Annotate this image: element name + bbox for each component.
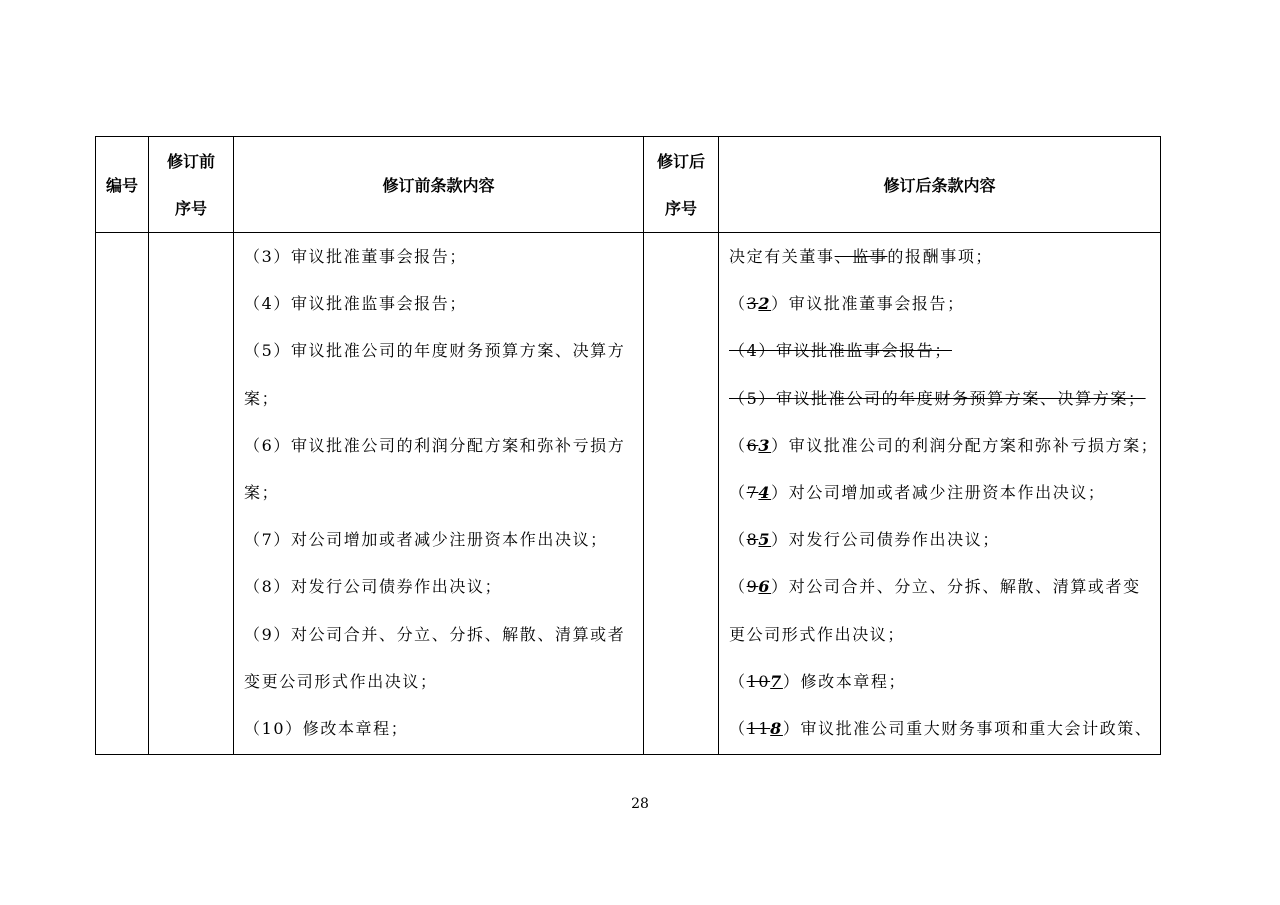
deleted-text: 6 <box>746 435 759 455</box>
text: 的报酬事项； <box>887 247 994 266</box>
deleted-text: （4）审议批准监事会报告； <box>729 341 952 361</box>
before-line: 案； <box>244 482 280 502</box>
text: （ <box>729 482 747 502</box>
header-before-seq-line1: 修订前 <box>166 151 215 171</box>
after-line <box>729 611 1151 658</box>
number-cell <box>96 233 149 755</box>
content-row <box>96 233 1161 755</box>
before-line: （5）审议批准公司的年度财务预算方案、决算方 <box>244 341 626 361</box>
header-before-content: 修订前条款内容 <box>234 137 644 233</box>
deleted-text: 3 <box>746 294 759 314</box>
inserted-text: 3 <box>758 435 772 455</box>
text: ）对公司增加或者减少注册资本作出决议； <box>771 482 1106 502</box>
header-after-seq <box>644 137 719 233</box>
text: 更公司形式作出决议； <box>729 624 906 644</box>
text: 决定有关董事 <box>729 247 835 266</box>
deleted-text: （5）审议批准公司的年度财务预算方案、决算方案； <box>729 388 1146 408</box>
after-line <box>729 327 1151 374</box>
header-number: 编号 <box>96 137 149 233</box>
revision-comparison-table <box>95 136 1161 755</box>
inserted-text: 6 <box>758 577 772 597</box>
before-content-cell <box>234 233 644 755</box>
before-line: （6）审议批准公司的利润分配方案和弥补亏损方 <box>244 435 626 455</box>
header-after-seq-line1: 修订后 <box>656 151 705 171</box>
inserted-text: 4 <box>758 482 772 502</box>
before-line: （10）修改本章程； <box>244 718 409 738</box>
after-line <box>729 422 1159 469</box>
text: （ <box>729 718 747 738</box>
page-number: 28 <box>631 796 649 812</box>
before-line: （8）对发行公司债券作出决议； <box>244 577 503 597</box>
header-before-seq <box>149 137 234 233</box>
before-content-lines <box>234 233 643 752</box>
before-line: 变更公司形式作出决议； <box>244 671 438 691</box>
deleted-text: 11 <box>746 718 771 738</box>
after-line <box>729 705 1151 752</box>
after-line <box>729 375 1151 422</box>
text: （ <box>729 530 747 550</box>
before-line: 案； <box>244 388 280 408</box>
text: ）对发行公司债券作出决议； <box>771 530 1000 550</box>
after-line <box>729 280 1151 327</box>
before-line: （4）审议批准监事会报告； <box>244 294 467 314</box>
text: ）对公司合并、分立、分拆、解散、清算或者变 <box>771 577 1141 597</box>
text: ）审议批准公司的利润分配方案和弥补亏损方案； <box>771 435 1159 455</box>
inserted-text: 7 <box>770 671 783 691</box>
before-line: （7）对公司增加或者减少注册资本作出决议； <box>244 530 608 550</box>
after-line <box>729 233 1151 280</box>
header-after-content: 修订后条款内容 <box>719 137 1161 233</box>
after-line <box>729 516 1151 563</box>
header-before-seq-line2: 序号 <box>174 198 207 218</box>
header-row <box>96 137 1161 233</box>
text: （ <box>729 577 747 597</box>
deleted-text: 8 <box>746 530 759 550</box>
inserted-text: 5 <box>758 530 772 550</box>
header-after-seq-line2: 序号 <box>664 198 697 218</box>
inserted-text: 8 <box>770 718 783 738</box>
deleted-text: 10 <box>746 671 771 691</box>
after-content-cell <box>719 233 1161 755</box>
after-line <box>729 469 1151 516</box>
text: ）审议批准公司重大财务事项和重大会计政策、 <box>782 718 1153 738</box>
inserted-text: 2 <box>758 294 772 314</box>
after-line <box>729 563 1151 610</box>
before-line: （9）对公司合并、分立、分拆、解散、清算或者 <box>244 624 626 644</box>
after-seq-cell <box>644 233 719 755</box>
before-line: （3）审议批准董事会报告； <box>244 247 467 266</box>
text: ）审议批准董事会报告； <box>771 294 965 314</box>
text: （ <box>729 435 747 455</box>
text: （ <box>729 671 747 691</box>
deleted-text: 7 <box>746 482 759 502</box>
deleted-text: 9 <box>746 577 759 597</box>
after-content-lines <box>719 233 1160 752</box>
before-seq-cell <box>149 233 234 755</box>
text: ）修改本章程； <box>782 671 907 691</box>
text: （ <box>729 294 747 314</box>
deleted-text: 、监事 <box>834 247 888 266</box>
after-line <box>729 658 1151 705</box>
